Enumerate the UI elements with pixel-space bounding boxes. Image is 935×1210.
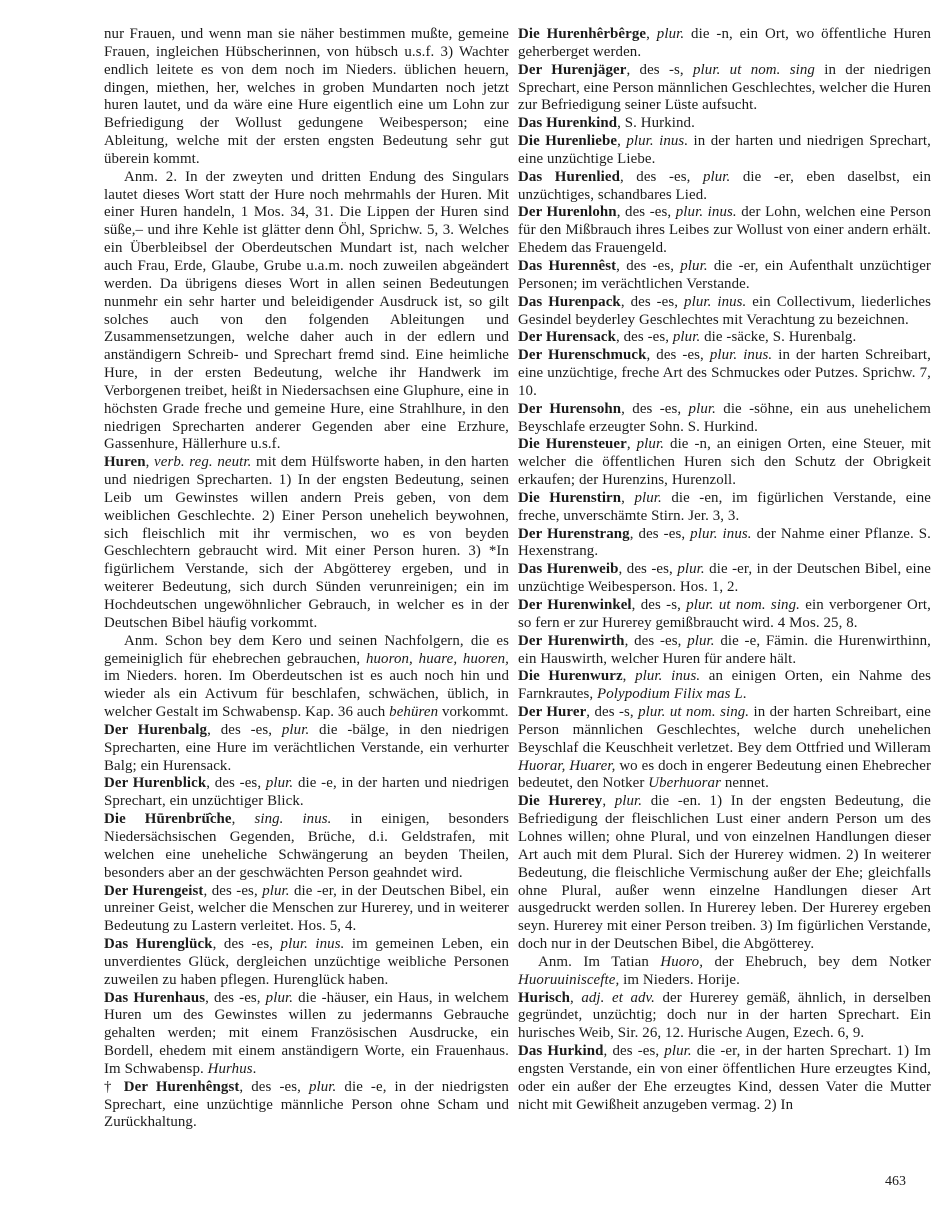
text-run: , des -s, xyxy=(586,704,639,721)
italic-run: Uberhuorar xyxy=(648,775,721,792)
headword: Das Hurenlied xyxy=(518,168,620,185)
text-run: in der harten Schreibart, eine unzüchtige, freche Art des Schmuckes oder Putzes. Sprichw. 7, 10. xyxy=(518,347,931,399)
italic-run: plur. inus. xyxy=(280,936,345,953)
text-column-right xyxy=(518,26,931,1132)
italic-run: plur. xyxy=(687,632,715,649)
headword: Der Hurenlohn xyxy=(518,204,617,221)
headword: Das Hurennêst xyxy=(518,257,617,274)
text-run: mit dem Hülfsworte haben, in den harten und niedrigen Sprecharten. 1) In der engsten Bedeutung, seinen Leib um Gewinstes willen andern Preis geben, von dem weiblichen Geschlechte. 2) Einer Person unehelich beywohnen, sich fleischlich mit ihr vermischen, wo es von beyden Geschlechtern gebraucht wird. Mit einer Person huren. 3) *In figürlichem Verstande, sich der Abgötterey ergeben, und in weiterer Bedeutung, sich durch Sünden verunreinigen; ein im Hochdeutschen ungewöhnlicher Gebrauch, in welcher es in der Deutschen Bibel häufig vorkommt. xyxy=(104,454,509,631)
text-run: die -en. 1) In der engsten Bedeutung, die Befriedigung der fleischlichen Lust einer andern Person um des Lohnes willen; ohne Plural, und von einzelnen Handlungen dieser Art auch mit dem Plural. Sich der Hurerey widmen. 2) In weiterer Bedeutung, die fleischliche Vermischung außer der Ehe; gleichfalls ohne Plural, außer wenn einzelne Handlungen dieser Art ausgedruckt werden sollen. In Hurerey leben. Der Hurerey ergeben seyn. Hurerey mit einer Person treiben. 3) Im figürlichen Verstande, doch nur in der Deutschen Bibel, die Abgötterey. xyxy=(518,793,931,953)
dictionary-entry xyxy=(104,883,509,937)
dictionary-entry xyxy=(518,329,931,347)
text-run: , des -es, xyxy=(207,721,282,738)
text-run: , xyxy=(570,989,582,1006)
text-run: der Nahme einer Pflanze. S. Hexenstrang. xyxy=(518,525,932,560)
italic-run: sing. inus. xyxy=(254,811,332,828)
headword: Das Hurkind xyxy=(518,1043,604,1060)
headword: Huren xyxy=(104,454,146,471)
headword: Hurisch xyxy=(518,989,570,1006)
text-run: , des -es, xyxy=(205,989,266,1006)
text-run: der Hurerey gemäß, ähnlich, in derselben gegründet, unzüchtig; doch nur in der harten Sprechart. Ein hurisches Weib, Sir. 26, 12. Hurische Augen, Ezech. 6, 9. xyxy=(518,989,931,1042)
text-run: , des -es, xyxy=(629,525,691,542)
italic-run: plur. xyxy=(308,1078,337,1095)
text-run: , xyxy=(626,436,637,453)
headword: Der Hurenblick xyxy=(104,775,207,792)
dictionary-entry xyxy=(518,401,931,437)
headword: Das Hurenweib xyxy=(518,561,619,578)
paragraph xyxy=(104,169,509,455)
text-run: , des -es, xyxy=(646,347,710,364)
text-run: an einigen Orten, ein Nahme des Farnkrautes, xyxy=(518,668,931,703)
dictionary-entry xyxy=(518,133,931,169)
dictionary-entry xyxy=(518,294,931,330)
text-run: die -er, in der harten Sprechart. 1) Im engsten Verstande, ein von einer öffentlichen Hure erzeugtes Kind, oder ein außer der Ehe erzeugtes Kind, dessen Vater die Mutter nicht mit Gewißheit anzugeben vermag. 2) In xyxy=(518,1043,931,1113)
text-run: in einigen, besonders Niedersächsischen Gegenden, Brüche, d.i. Geldstrafen, mit welchen eine uneheliche Schwängerung an beyden Theilen, besonders aber an der geschwächten Person geahndet wird. xyxy=(104,811,509,881)
italic-run: plur. xyxy=(636,436,665,453)
page-number: 463 xyxy=(885,1174,906,1189)
text-run: , des -es, xyxy=(212,936,281,953)
dictionary-entry xyxy=(104,722,509,776)
text-run: † xyxy=(104,1078,124,1095)
italic-run: plur. xyxy=(680,257,708,274)
text-run: der Ehebruch, bey dem Notker xyxy=(703,953,931,970)
dictionary-entry xyxy=(104,775,509,811)
italic-run: plur. inus. xyxy=(675,204,737,221)
text-run: nennet. xyxy=(721,775,769,792)
italic-run: plur. xyxy=(677,561,705,578)
headword: Der Hurenhêngst xyxy=(123,1078,240,1095)
text-run: , des -es, xyxy=(206,775,266,792)
dictionary-entry xyxy=(104,811,509,882)
italic-run: Huoruuiniscefte, xyxy=(518,971,620,988)
dictionary-entry xyxy=(518,990,931,1044)
text-run: . xyxy=(252,1060,257,1077)
text-run: ein verborgener Ort, so fern er zur Hurerey gemißbraucht wird. 4 Mos. 25, 8. xyxy=(518,597,931,631)
italic-run: plur. xyxy=(688,400,716,417)
dictionary-entry xyxy=(518,668,931,704)
italic-run: verb. reg. neutr. xyxy=(154,454,252,471)
text-run: der Lohn, welchen eine Person für den Mißbrauch ihres Leibes zur Wollust von einer andern erhält. Ehedem das Frauengeld. xyxy=(518,204,932,257)
paragraph xyxy=(518,954,931,990)
italic-run: plur. xyxy=(265,775,294,792)
headword: Die Hurenhêrbêrge xyxy=(518,26,647,42)
dictionary-entry xyxy=(518,793,931,954)
italic-run: plur. xyxy=(664,1043,692,1060)
italic-run: plur. ut nom. sing. xyxy=(686,597,800,613)
text-run: in der harten und niedrigen Sprechart, eine unzüchtige Liebe. xyxy=(518,133,931,167)
text-run: , xyxy=(646,26,657,42)
dictionary-entry xyxy=(518,258,931,294)
italic-run: plur. xyxy=(634,489,662,506)
italic-run: Hurhus xyxy=(207,1060,253,1077)
italic-run: plur. xyxy=(265,989,294,1006)
italic-run: plur. inus. xyxy=(690,525,752,542)
italic-run: plur. xyxy=(281,721,310,738)
text-run: , des -es, xyxy=(624,632,688,649)
headword: Der Hurenwinkel xyxy=(518,597,632,613)
dictionary-entry xyxy=(518,597,931,633)
text-run: , des -es, xyxy=(616,257,681,274)
italic-run: Polypodium Filix mas L xyxy=(597,686,743,703)
italic-run: plur. xyxy=(702,168,731,185)
headword: Der Hurenstrang xyxy=(518,525,630,542)
text-run: . xyxy=(742,686,747,703)
italic-run: plur. inus. xyxy=(709,347,773,364)
text-run: die -e, in der niedrigsten Sprechart, eine unzüchtige männliche Person ohne Scham und Zurückhaltung. xyxy=(104,1078,509,1131)
headword: Der Hurenschmuck xyxy=(518,347,647,364)
text-run: Anm. 2. In der zweyten und dritten Endung des Singulars lautet dieses Wort statt der Hure noch mehrmahls der Huren. Mit einer Huren handeln, 1 Mos. 34, 31. Die Lippen der Huren sind süße,– und ihre Kehle ist glätter denn Öhl, Sprichw. 5, 3. Welches ein Überbleibsel der Oberdeutschen Mundart ist, nach welcher auch Frau, Erde, Glaube, Grube u.a.m. noch zuweilen abgeändert werden. Da übrigens dieses Wort in allen seinen Bedeutungen nunmehr ein sehr harter und beleidigender Ausdruck ist, so gilt solches auch von den folgenden Ableitungen und Zusammensetzungen, welche daher auch in der edlern und anständigern Schreib- und Sprechart fremd sind. Eine heimliche Hure, in der ersten Bedeutung, welche ihr Handwerk im Verborgenen treibet, heißt in Niedersachsen eine Gluphure, eine in höchsten Grade freche und gemeine Hure, eine Strahlhure, in den niedrigen Sprecharten anderer Gegenden aber eine Erzhure, Gassenhure, Hällerhure u.s.f. xyxy=(104,168,509,453)
text-run: wo es doch in engerer Bedeutung einen Ehebrecher bedeutet, den Notker xyxy=(518,757,931,792)
dictionary-entry xyxy=(518,62,931,116)
headword: Der Hurenbalg xyxy=(104,721,208,738)
text-run: die -bälge, in den niedrigen Sprecharten, eine Hure im verächtlichen Verstande, ein verhurter Balg; ein Hurensack. xyxy=(104,721,509,774)
headword: Die Hurenstirn xyxy=(518,489,622,506)
text-run: die -en, im figürlichen Verstande, eine freche, unverschämte Stirn. Jer. 3, 3. xyxy=(518,489,932,524)
text-run: , des -es, xyxy=(619,168,703,185)
dictionary-entry xyxy=(104,990,509,1079)
headword: Der Hurer xyxy=(518,704,587,721)
text-column-left xyxy=(104,26,509,1132)
text-run: , des -es, xyxy=(603,1043,665,1060)
headword: Das Hurenpack xyxy=(518,293,621,310)
italic-run: Huorar, Huarer, xyxy=(518,757,616,774)
dictionary-entry xyxy=(518,347,931,401)
text-run: , S. Hurkind. xyxy=(617,115,695,132)
dictionary-entry xyxy=(518,26,931,62)
text-run: , des -es, xyxy=(620,293,685,310)
italic-run: plur. ut nom. sing. xyxy=(638,704,750,721)
italic-run: plur. xyxy=(262,882,290,899)
dictionary-entry xyxy=(518,204,931,258)
text-run: , xyxy=(617,133,627,150)
headword: Die Hurenliebe xyxy=(518,133,618,150)
text-run: in der niedrigen Sprechart, eine Person männlichen Geschlechtes, welcher die Huren zur Befriedigung seiner Lüste aufsucht. xyxy=(518,61,931,114)
italic-run: plur. xyxy=(656,26,685,42)
text-run: in der harten Schreibart, eine Person männlichen Geschlechtes, welche durch unehelichen Beyschlaf die Keuschheit verletzet. Bey dem Ottfried und Willeram xyxy=(518,704,932,756)
headword: Der Hurenjäger xyxy=(518,61,627,78)
headword: Das Hurenhaus xyxy=(104,989,206,1006)
text-run: die -häuser, ein Haus, in welchem Huren um des Gewinstes willen zu jedermanns Gebrauche gehalten werden; mit einem Französischen Ausdrucke, ein Bordell, ehedem mit einem anständigern Worte, ein Frauenhaus. Im Schwabensp. xyxy=(104,989,509,1077)
text-run: die -n, an einigen Orten, eine Steuer, mit welcher die öffentlichen Huren sich den Schutz der Obrigkeit erkaufen; der Hurenzins, Hurenzoll. xyxy=(518,436,931,489)
paragraph xyxy=(104,633,509,722)
dictionary-entry xyxy=(104,454,509,632)
dictionary-entry xyxy=(518,169,931,205)
text-run: , xyxy=(602,793,615,810)
dictionary-entry xyxy=(518,633,931,669)
text-run: , xyxy=(622,668,636,685)
headword: Die Hurerey xyxy=(518,793,603,810)
text-run: die -e, Fämin. die Hurenwirthinn, ein Hauswirth, welcher Huren für andere hält. xyxy=(518,632,931,667)
text-run: im Nieders. Horije. xyxy=(619,971,740,988)
text-run: , des -es, xyxy=(616,204,676,221)
text-run: , des -es, xyxy=(239,1078,309,1095)
italic-run: plur. inus. xyxy=(626,133,689,150)
dictionary-entry xyxy=(518,561,931,597)
headword: Der Hurensack xyxy=(518,329,616,346)
text-run: , des -s, xyxy=(631,597,687,613)
text-run: , des -es, xyxy=(621,400,689,417)
text-run: , des -s, xyxy=(626,61,693,78)
italic-run: plur. xyxy=(614,793,643,810)
dictionary-entry xyxy=(518,115,931,133)
text-run: im Nieders. horen. Im Oberdeutschen ist es auch noch hin und wieder als ein Activum für beschlafen, schwächen, üblich, in welcher Gestalt im Schwabensp. Kap. 36 auch xyxy=(104,668,509,721)
dictionary-entry xyxy=(518,490,931,526)
text-run: im gemeinen Leben, ein unverdientes Glück, dergleichen unzüchtige weibliche Personen zuweilen zu haben pflegen. Hurenglück haben. xyxy=(104,936,509,988)
text-run: , xyxy=(231,811,255,828)
dictionary-entry xyxy=(104,936,509,990)
headword: Der Hurengeist xyxy=(104,882,204,899)
italic-run: adj. et adv. xyxy=(581,989,655,1006)
headword: Die Hūrenbrü̂che xyxy=(104,811,232,828)
text-run: Anm. Schon bey dem Kero und seinen Nachfolgern, die es gemeiniglich für ehebrechen gebrauchen, xyxy=(104,632,509,667)
text-run: die -e, in der harten und niedrigen Sprechart, ein unzüchtiger Blick. xyxy=(104,775,509,810)
italic-run: plur. xyxy=(672,329,701,346)
text-run: die -söhne, ein aus unehelichem Beyschlafe erzeugter Sohn. S. Hurkind. xyxy=(518,400,931,435)
text-run: Anm. Im Tatian xyxy=(538,953,661,970)
text-run: die -er, in der Deutschen Bibel, eine unzüchtige Weibesperson. Hos. 1, 2. xyxy=(518,561,931,596)
text-run: , des -es, xyxy=(203,882,263,899)
italic-run: Huoro, xyxy=(660,953,704,970)
headword: Der Hurenwirth xyxy=(518,632,625,649)
text-run: , xyxy=(145,454,155,471)
text-run: die -er, ein Aufenthalt unzüchtiger Personen; im verächtlichen Verstande. xyxy=(518,257,931,292)
paragraph xyxy=(104,26,509,169)
headword: Der Hurensohn xyxy=(518,400,622,417)
text-columns xyxy=(104,26,931,1132)
italic-run: plur. ut nom. sing xyxy=(693,61,815,78)
headword: Das Hurenglück xyxy=(104,936,213,953)
text-run: ein Collectivum, liederliches Gesindel beyderley Geschlechtes mit Verachtung zu bezeichnen. xyxy=(518,293,931,328)
text-run: nur Frauen, und wenn man sie näher bestimmen mußte, gemeine Frauen, ingleichen Hübscherinnen, von hübsch u.s.f. 3) Wachter endlich leitete es von dem noch im Nieders. üblichen heuern, dingen, miethen, her, welches in groben Mundarten noch jetzt huren lautet, und da wäre eine Hure eigentlich eine um Lohn zur Befriedigung der Wollust gedungene Weibesperson; eine Ableitung, welche mit der ersten engsten Bedeutung sehr gut überein kommt. xyxy=(104,26,509,167)
text-run: , des -es, xyxy=(615,329,673,346)
italic-run: behüren xyxy=(389,704,439,721)
text-run: die -n, ein Ort, wo öffentliche Huren geherberget werden. xyxy=(518,26,931,60)
italic-run: huoron, huare, huoren, xyxy=(365,650,509,667)
dictionary-entry xyxy=(518,526,931,562)
headword: Das Hurenkind xyxy=(518,115,618,132)
text-run: die -er, in der Deutschen Bibel, ein unreiner Geist, welcher die Menschen zur Hurerey, und in weiterer Bedeutung zu Lastern verleitet. Hos. 5, 4. xyxy=(104,882,509,935)
dictionary-entry xyxy=(518,1043,931,1114)
text-run: , des -es, xyxy=(618,561,678,578)
dictionary-entry xyxy=(518,436,931,490)
headword: Die Hurensteuer xyxy=(518,436,627,453)
italic-run: plur. inus. xyxy=(684,293,747,310)
text-run: die -er, eben daselbst, ein unzüchtiges, schandbares Lied. xyxy=(518,168,931,203)
text-run: , xyxy=(621,489,635,506)
text-run: die -säcke, S. Hurenbalg. xyxy=(700,329,857,346)
dictionary-entry xyxy=(518,704,931,793)
dictionary-entry xyxy=(104,1079,509,1133)
text-run: vorkommt. xyxy=(438,704,509,721)
headword: Die Hurenwurz xyxy=(518,668,623,685)
italic-run: plur. inus. xyxy=(635,668,701,685)
